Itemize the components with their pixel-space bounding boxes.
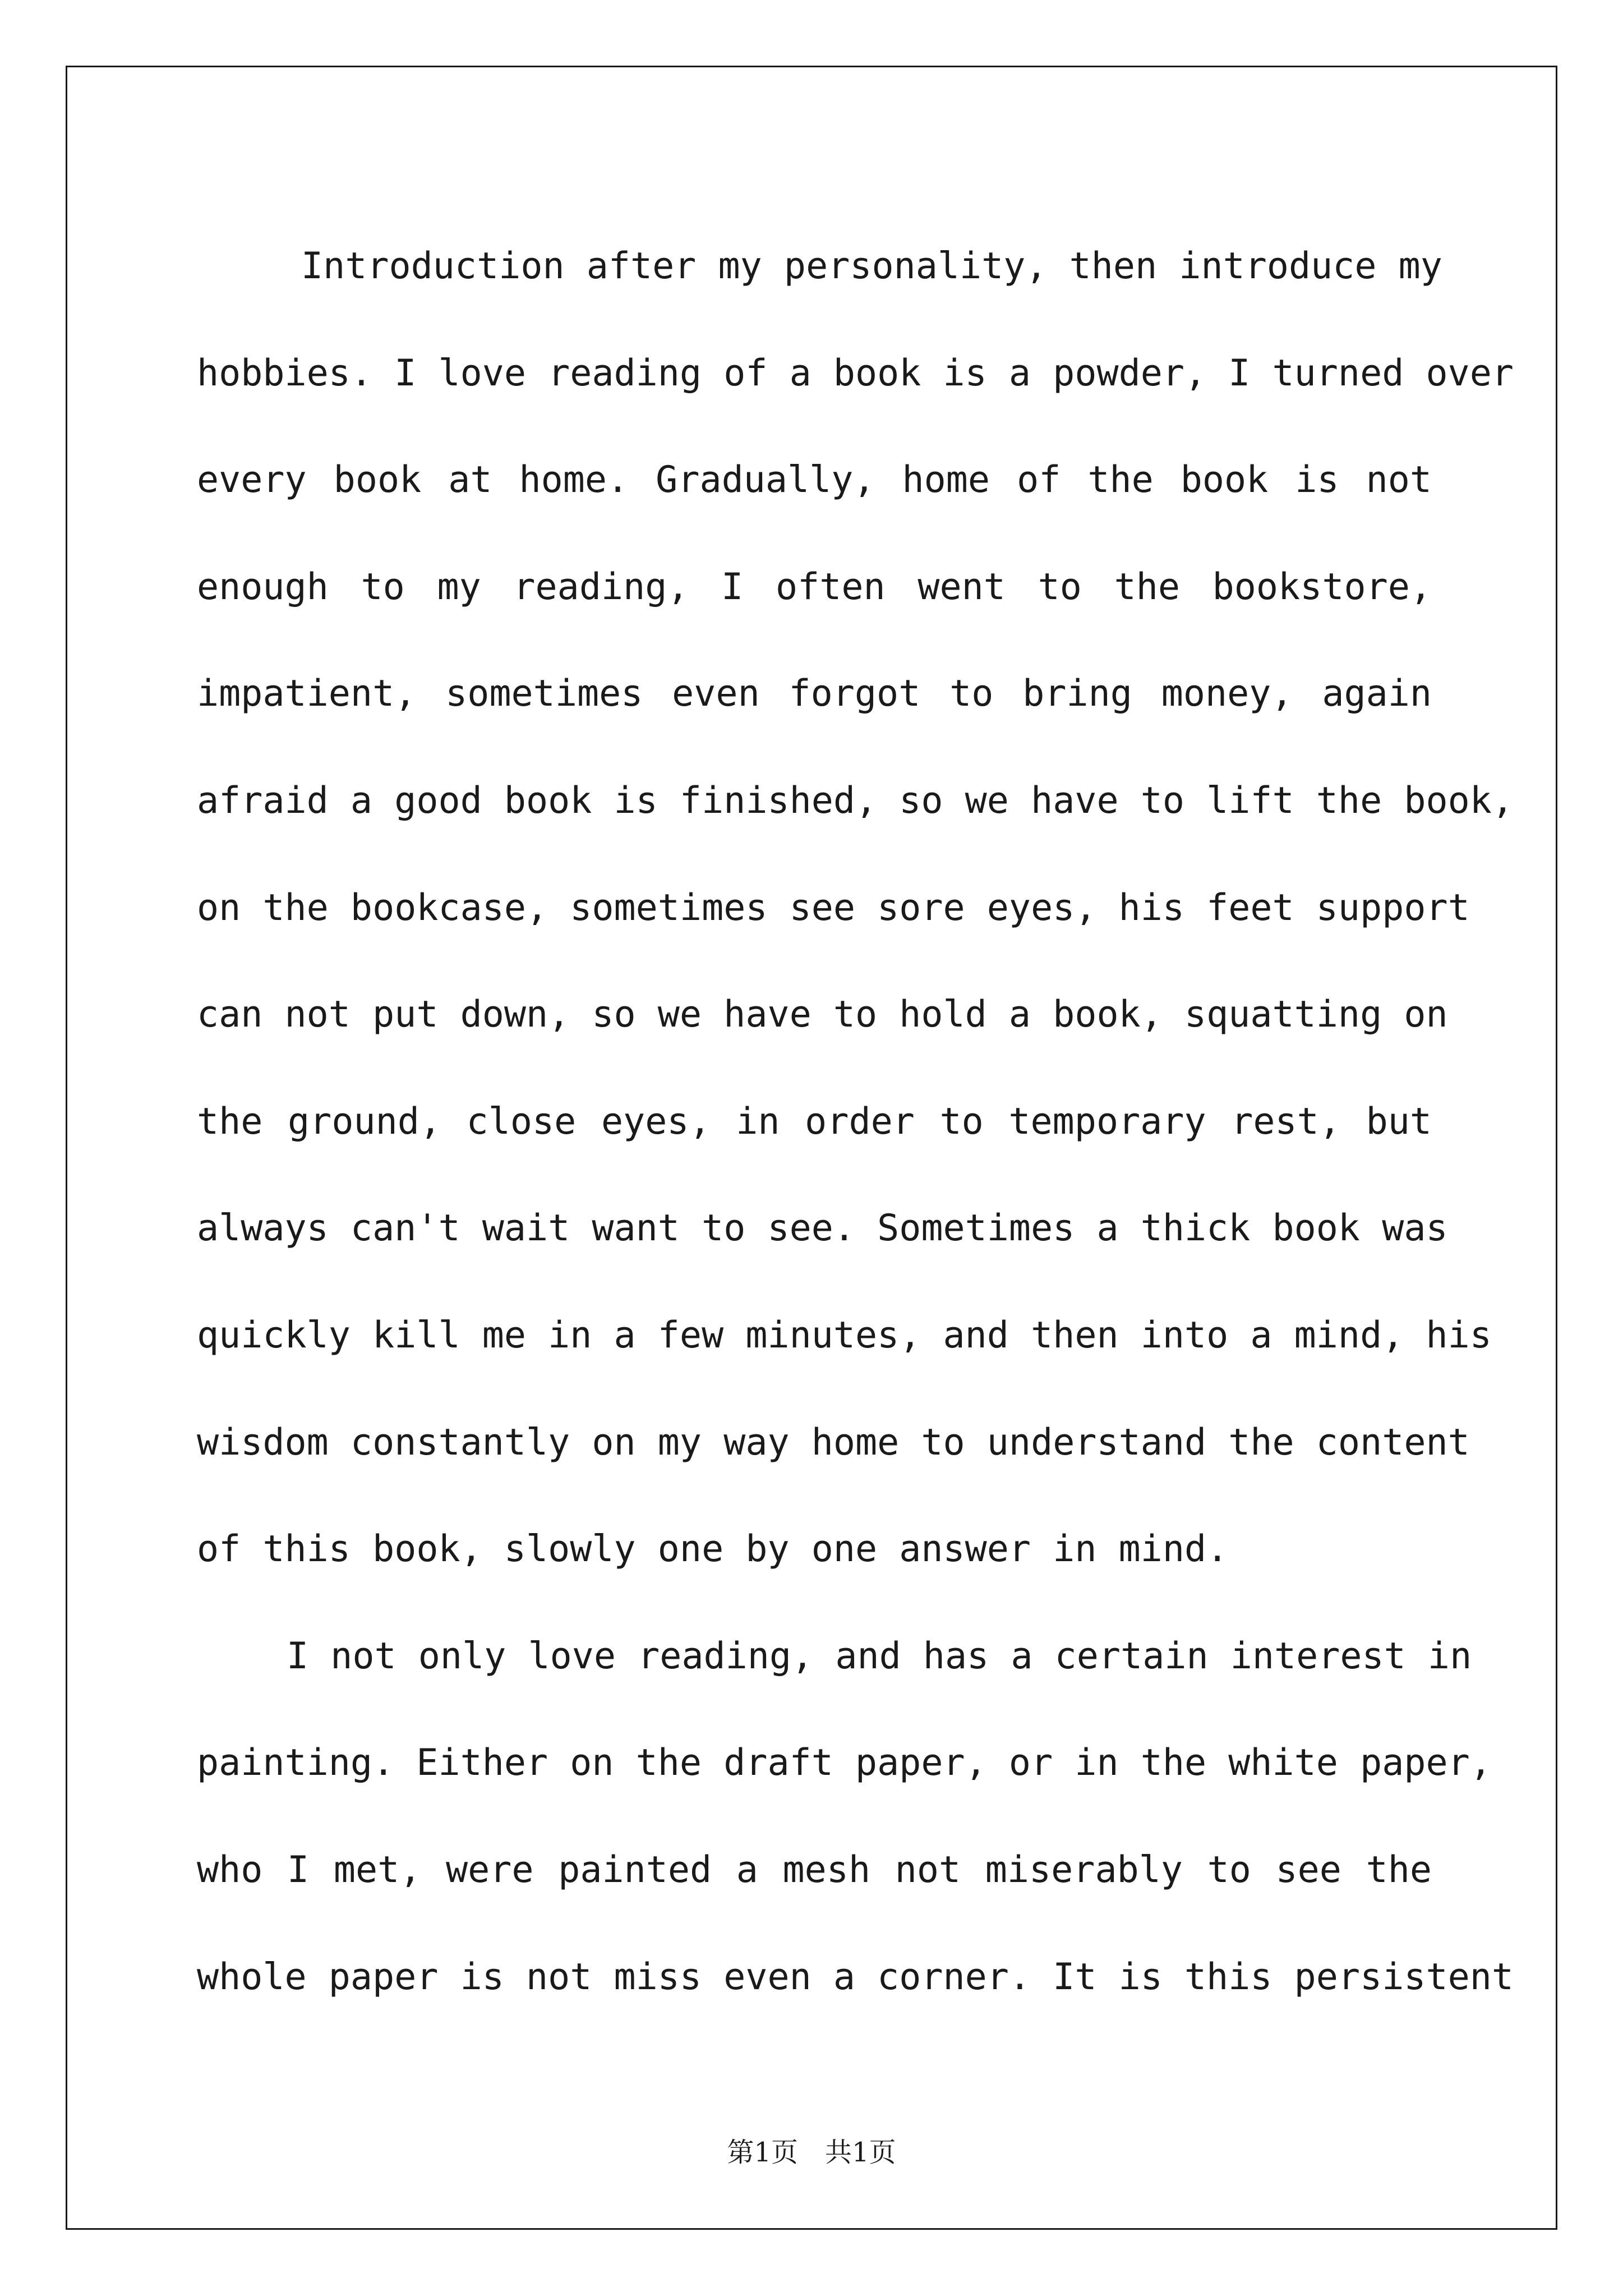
text-line: always can't wait want to see. Sometimes a thick book was <box>197 1207 1448 1250</box>
text-line: quickly kill me in a few minutes, and then into a mind, his <box>197 1314 1492 1356</box>
text-line: Introduction after my personality, then introduce my <box>301 245 1442 287</box>
paragraph-1 <box>197 213 1514 1603</box>
text-line: wisdom constantly on my way home to understand the content <box>197 1421 1470 1464</box>
text-line: can not put down, so we have to hold a book, squatting on <box>197 993 1448 1036</box>
paragraph-2 <box>197 1603 1514 2031</box>
text-line: the ground, close eyes, in order to temporary rest, but <box>197 1100 1432 1143</box>
text-line: every book at home. Gradually, home of the book is not <box>197 459 1432 501</box>
text-line: hobbies. I love reading of a book is a powder, I turned over <box>197 352 1514 394</box>
text-line: I not only love reading, and has a certain interest in <box>287 1635 1472 1677</box>
text-line: afraid a good book is finished, so we have to lift the book, <box>197 779 1514 822</box>
text-line: enough to my reading, I often went to the bookstore, <box>197 565 1432 608</box>
text-line: painting. Either on the draft paper, or in the white paper, <box>197 1742 1492 1784</box>
text-line: whole paper is not miss even a corner. It is this persistent <box>197 1955 1514 1998</box>
text-line: on the bookcase, sometimes see sore eyes, his feet support <box>197 886 1470 929</box>
page-number-footer: 第1页 共1页 <box>727 2137 896 2168</box>
text-line: of this book, slowly one by one answer in mind. <box>197 1528 1229 1571</box>
text-line: who I met, were painted a mesh not miserably to see the <box>197 1848 1432 1891</box>
document-body <box>197 213 1514 2031</box>
text-line: impatient, sometimes even forgot to bring money, again <box>197 673 1432 715</box>
